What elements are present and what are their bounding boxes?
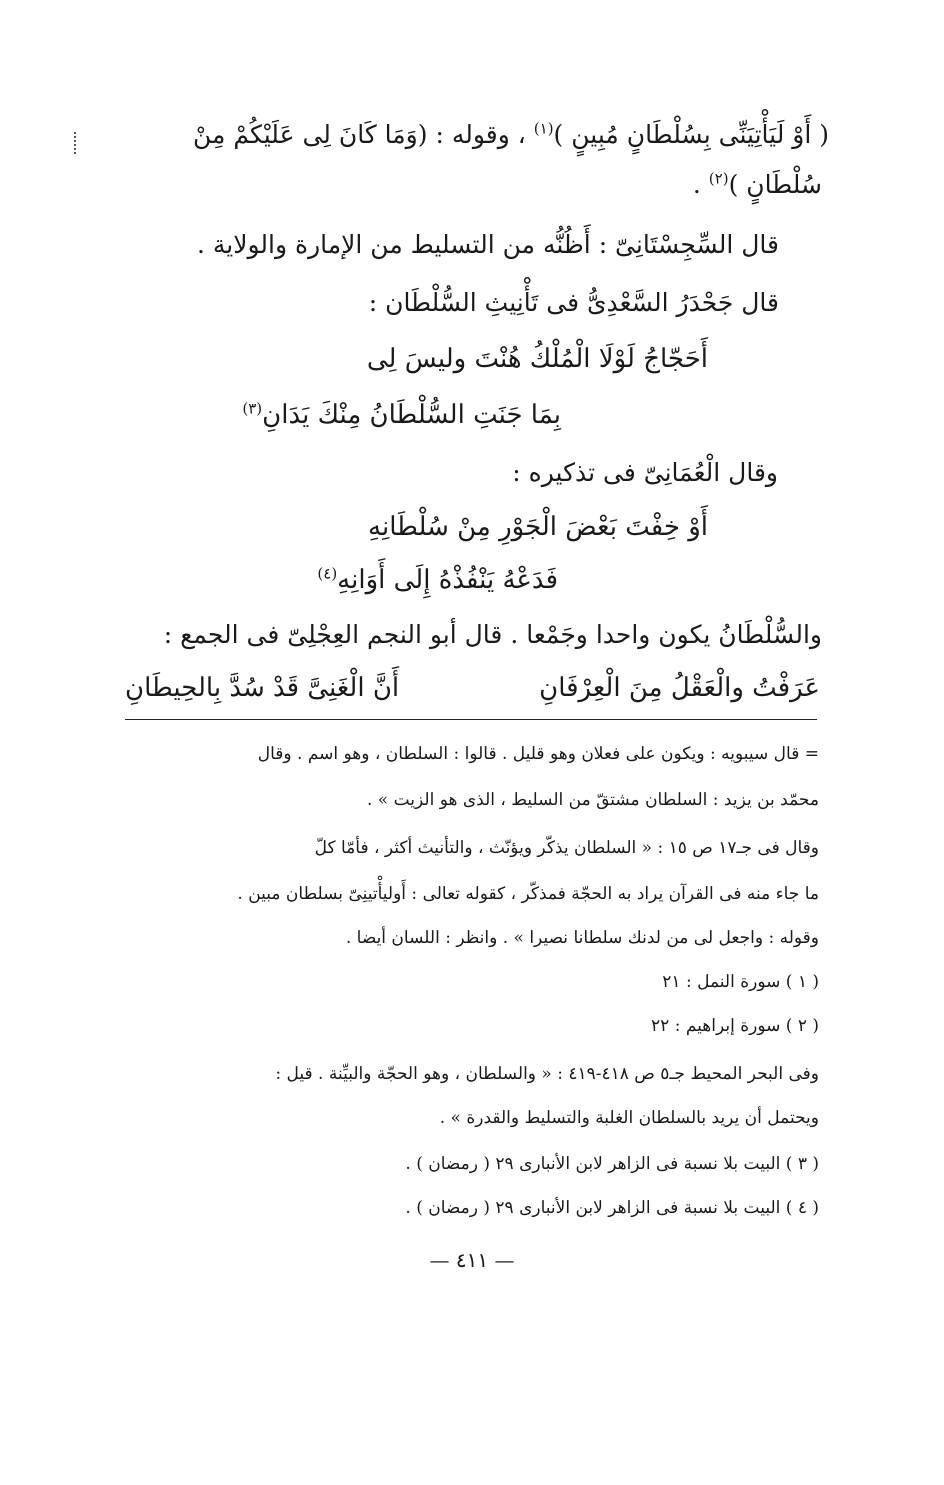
body-line-2	[693, 170, 822, 199]
footnote-2: ( ٢ ) سورة إبراهيم : ٢٢	[651, 1016, 819, 1036]
footnote-line-3: وقال فى جـ١٧ ص ١٥ : « السلطان يذكّر ويؤنّث ، والتأنيث أكثر ، فأمّا كلّ	[314, 838, 819, 858]
page-number: — ٤١١ —	[429, 1248, 515, 1272]
quran-quote-1: ( أَوْ لَيَأْتِيَنِّى بِسُلْطَانٍ مُبِينٍ )	[553, 120, 829, 149]
line-2-period: .	[692, 170, 701, 199]
footnote-line-9: ويحتمل أن يريد بالسلطان الغلبة والتسليط والقدرة » .	[439, 1108, 819, 1128]
footnote-4: ( ٤ ) البيت بلا نسبة فى الزاهر لابن الأنبارى ٢٩ ( رمضان ) .	[405, 1198, 819, 1218]
poem-2-second-text: فَدَعْهُ يَنْفُذْهُ إِلَى أَوَانِهِ	[337, 565, 558, 595]
footnote-line-4: ما جاء منه فى القرآن يراد به الحجّة فمذكّر ، كقوله تعالى : أَوليأْتينِىّ بسلطان مبين .	[237, 884, 819, 904]
poem-2-second-hemistich	[317, 565, 558, 595]
body-line-1-rest: ، وقوله : (وَمَا كَانَ لِى عَلَيْكُمْ مِنْ	[192, 120, 526, 149]
poem-1-first-hemistich: أَحَجّاجُ لَوْلَا الْمُلْكُ هُنْتَ وليسَ لِى	[366, 344, 708, 374]
footnote-3: ( ٣ ) البيت بلا نسبة فى الزاهر لابن الأنبارى ٢٩ ( رمضان ) .	[405, 1154, 819, 1174]
footnote-separator	[125, 719, 817, 720]
footnote-line-1: = قال سيبويه : ويكون على فعلان وهو قليل . قالوا : السلطان ، وهو اسم . وقال	[257, 744, 819, 764]
footnote-ref-1: (١)	[533, 119, 554, 138]
footnote-ref-2: (٢)	[708, 169, 729, 188]
quran-quote-2-end: سُلْطَانٍ )	[728, 170, 822, 199]
footnote-ref-3: (٣)	[242, 399, 263, 418]
footnote-line-5: وقوله : واجعل لى من لدنك سلطانا نصيرا » . وانظر : اللسان أيضا .	[345, 928, 819, 948]
body-line-3: قال السِّجِسْتَانِىّ : أَظُنُّه من التسليط من الإمارة والولاية .	[196, 230, 779, 259]
body-line-1	[193, 120, 829, 149]
footnote-1: ( ١ ) سورة النمل : ٢١	[662, 972, 819, 992]
body-line-4: قال جَحْدَرُ السَّعْدِىُّ فى تَأْنِيثِ السُّلْطَان :	[368, 288, 779, 317]
poem-2-first-hemistich: أَوْ خِفْتَ بَعْضَ الْجَوْرِ مِنْ سُلْطَانِهِ	[368, 512, 708, 542]
footnote-ref-4: (٤)	[317, 564, 338, 583]
body-line-6: والسُّلْطَانُ يكون واحدا وجَمْعا . قال أبو النجم العِجْلِىّ فى الجمع :	[163, 620, 822, 649]
body-line-5: وقال الْعُمَانِىّ فى تذكيره :	[512, 458, 778, 487]
footnote-line-8: وفى البحر المحيط جـ٥ ص ٤١٨-٤١٩ : « والسلطان ، وهو الحجّة والبيِّنة . قيل :	[275, 1064, 819, 1084]
footnote-line-2: محمّد بن يزيد : السلطان مشتقّ من السليط ، الذى هو الزيت » .	[366, 790, 819, 810]
poem-3-right-hemistich: عَرَفْتُ والْعَقْلُ مِنَ الْعِرْفَانِ	[539, 673, 820, 703]
poem-1-second-text: بِمَا جَنَتِ السُّلْطَانُ مِنْكَ يَدَانِ	[262, 400, 561, 430]
poem-1-second-hemistich	[242, 400, 561, 430]
margin-mark	[74, 132, 80, 154]
poem-3-left-hemistich: أَنَّ الْغَنِىَّ قَدْ سُدَّ بِالحِيطَانِ	[125, 673, 400, 703]
